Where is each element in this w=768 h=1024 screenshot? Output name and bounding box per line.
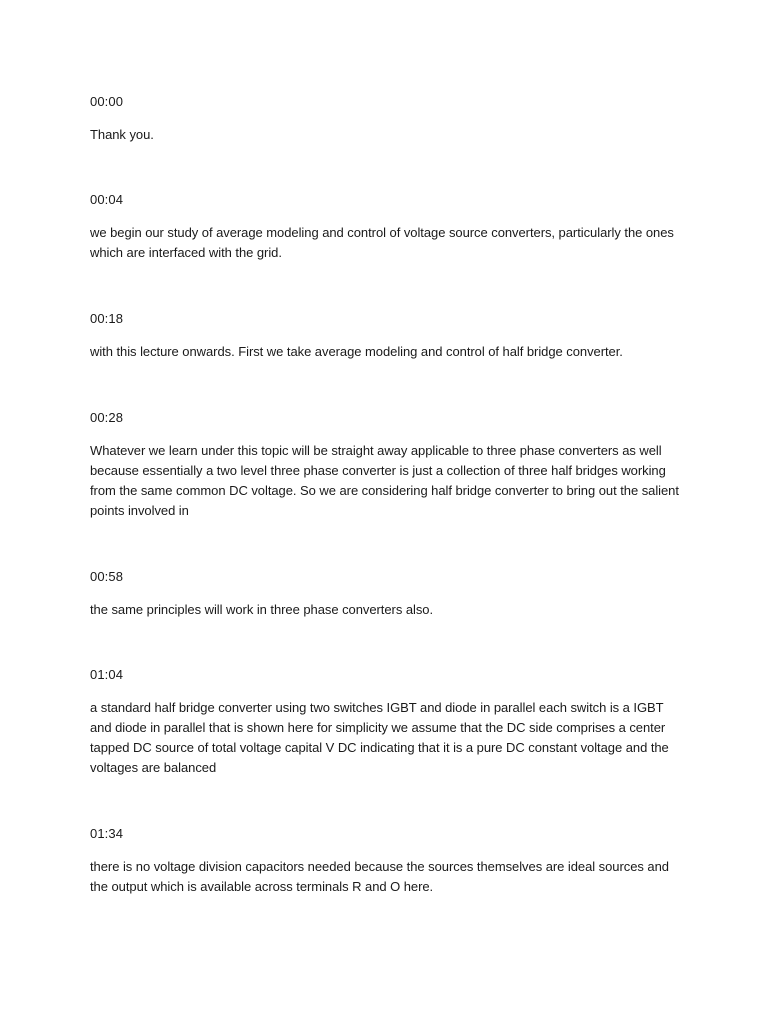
transcript-entry (90, 567, 680, 620)
transcript-entry (90, 665, 680, 778)
transcript-text: we begin our study of average modeling and control of voltage source converters, particularly the ones which are interfaced with the grid. (90, 225, 674, 260)
timestamp: 00:04 (90, 192, 124, 207)
transcript-text: there is no voltage division capacitors needed because the sources themselves are ideal sources and the output which is available across terminals R and O here. (90, 859, 669, 894)
transcript-entry (90, 309, 680, 362)
timestamp: 01:34 (90, 826, 124, 841)
transcript-text: with this lecture onwards. First we take average modeling and control of half bridge converter. (90, 344, 623, 359)
timestamp: 00:58 (90, 569, 124, 584)
timestamp: 01:04 (90, 667, 124, 682)
transcript-entry (90, 824, 680, 897)
timestamp: 00:00 (90, 94, 124, 109)
transcript-text: a standard half bridge converter using two switches IGBT and diode in parallel each switch is a IGBT and diode in parallel that is shown here for simplicity we assume that the DC side comprises a center tapped DC source of total voltage capital V DC indicating that it is a pure DC constant voltage and the voltages are balanced (90, 700, 669, 775)
transcript-entry (90, 92, 680, 145)
transcript-entry (90, 408, 680, 521)
transcript-text: the same principles will work in three phase converters also. (90, 602, 434, 617)
transcript-entry (90, 190, 680, 263)
timestamp: 00:18 (90, 311, 124, 326)
timestamp: 00:28 (90, 410, 124, 425)
transcript-text: Whatever we learn under this topic will be straight away applicable to three phase converters as well because essentially a two level three phase converter is just a collection of three half bridges working from the same common DC voltage. So we are considering half bridge converter to bring out the salient points involved in (90, 443, 679, 518)
transcript-text: Thank you. (90, 127, 154, 142)
